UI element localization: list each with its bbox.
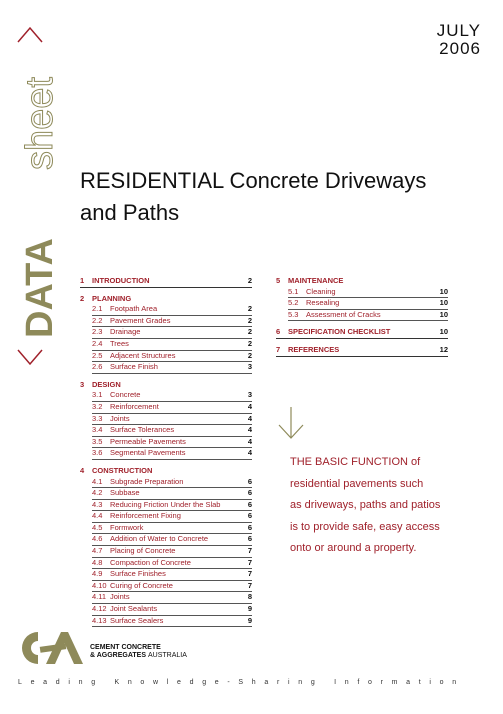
- toc-item[interactable]: [288, 287, 448, 299]
- toc-item-title: [288, 287, 336, 298]
- toc-item-title: [92, 448, 185, 459]
- toc-item-number: 3.4: [92, 425, 103, 435]
- toc-page-number: 6: [247, 488, 252, 498]
- toc-page-number: 2: [247, 350, 252, 360]
- toc-item-number: 4.5: [92, 522, 103, 532]
- toc-item[interactable]: [92, 316, 252, 328]
- toc-page-number: 9: [247, 615, 252, 625]
- toc-item-title: [92, 351, 175, 362]
- toc-item-title: [92, 616, 163, 627]
- toc-section-title: [80, 380, 121, 391]
- toc-item-title: [92, 581, 173, 592]
- toc-item-number: 4.2: [92, 488, 103, 498]
- toc-item-label: Surface Tolerances: [110, 425, 175, 435]
- toc-item-title: [92, 390, 140, 401]
- toc-item[interactable]: [92, 534, 252, 546]
- toc-page-number: 10: [439, 298, 448, 308]
- toc-item-label: Reducing Friction Under the Slab: [110, 499, 221, 509]
- toc-item-label: Adjacent Structures: [110, 350, 176, 360]
- toc-item[interactable]: [92, 558, 252, 570]
- toc-item[interactable]: [92, 592, 252, 604]
- toc-page-number: 6: [247, 476, 252, 486]
- toc-section-number: 1: [80, 276, 85, 285]
- toc-page-number: 2: [247, 315, 252, 325]
- toc-page-number: 6: [247, 534, 252, 544]
- toc-page-number: 4: [247, 425, 252, 435]
- toc-page-number: 6: [247, 511, 252, 521]
- issue-date: [437, 22, 481, 58]
- toc-item[interactable]: [92, 414, 252, 426]
- logo-line-2: & AGGREGATES: [90, 652, 147, 659]
- toc-item[interactable]: [92, 616, 252, 628]
- toc-page-number: 6: [247, 499, 252, 509]
- toc-item-number: 2.3: [92, 327, 103, 337]
- toc-item-label: Pavement Grades: [110, 315, 171, 325]
- logo-line-1: CEMENT CONCRETE: [90, 644, 161, 651]
- toc-item-title: [92, 488, 140, 499]
- cca-logo-icon: [16, 628, 86, 668]
- logo-line-3: AUSTRALIA: [147, 652, 187, 659]
- toc-page-number: 7: [247, 546, 252, 556]
- toc-item-title: [92, 437, 186, 448]
- toc-item[interactable]: [92, 437, 252, 449]
- toc-item-title: [92, 304, 157, 315]
- quote-line: THE BASIC FUNCTION of: [290, 456, 421, 468]
- toc-page-number: 4: [247, 448, 252, 458]
- quote-line: residential pavements such: [290, 477, 424, 490]
- quote-line: as driveways, paths and patios: [290, 499, 441, 511]
- toc-item-title: [92, 604, 157, 615]
- footer-tagline: Leading Knowledge-Sharing Information: [18, 679, 465, 686]
- toc-item[interactable]: [92, 488, 252, 500]
- logo-wordmark: [90, 644, 187, 660]
- toc-page-number: 2: [247, 304, 252, 314]
- toc-item-label: Placing of Concrete: [110, 546, 176, 556]
- toc-item[interactable]: [92, 523, 252, 535]
- toc-item-number: 5.1: [288, 286, 299, 296]
- toc-page-number: 4: [247, 436, 252, 446]
- toc-section-title: [80, 276, 150, 287]
- toc-section-title: [276, 345, 339, 356]
- toc-item-number: 5.2: [288, 298, 299, 308]
- toc-item-number: 2.2: [92, 315, 103, 325]
- quote-line: is to provide safe, easy access: [290, 520, 440, 533]
- toc-item[interactable]: [92, 511, 252, 523]
- toc-item-label: Joints: [110, 592, 130, 602]
- toc-section-label: REFERENCES: [288, 344, 340, 354]
- toc-section-label: PLANNING: [92, 293, 132, 303]
- toc-section[interactable]: [276, 327, 448, 339]
- toc-item-number: 4.8: [92, 557, 103, 567]
- toc-item[interactable]: [92, 362, 252, 374]
- toc-page-number: 4: [247, 413, 252, 423]
- toc-page-number: 3: [247, 362, 252, 372]
- toc-page-number: 10: [439, 309, 448, 319]
- toc-item-label: Reinforcement: [110, 401, 159, 411]
- toc-item[interactable]: [92, 304, 252, 316]
- toc-item-label: Resealing: [306, 298, 340, 308]
- toc-section[interactable]: [276, 345, 448, 357]
- toc-item-label: Footpath Area: [110, 304, 158, 314]
- toc-item-title: [92, 327, 140, 338]
- toc-section-label: CONSTRUCTION: [92, 465, 153, 475]
- toc-item-number: 3.1: [92, 390, 103, 400]
- toc-section-title: [276, 327, 390, 338]
- toc-item-label: Subgrade Preparation: [110, 476, 184, 486]
- toc-item-number: 3.2: [92, 401, 103, 411]
- toc-section-label: SPECIFICATION CHECKLIST: [288, 327, 391, 337]
- toc-item-label: Permeable Pavements: [110, 436, 186, 446]
- toc-section-label: INTRODUCTION: [92, 276, 150, 285]
- toc-item-label: Surface Finishes: [110, 569, 166, 579]
- toc-section[interactable]: [80, 294, 252, 305]
- toc-item-label: Addition of Water to Concrete: [110, 534, 209, 544]
- toc-page-number: 2: [247, 338, 252, 348]
- toc-item-number: 2.1: [92, 304, 103, 314]
- toc-item-number: 4.13: [92, 615, 107, 625]
- toc-item-number: 4.12: [92, 604, 107, 614]
- toc-item-number: 4.11: [92, 592, 107, 602]
- toc-item[interactable]: [92, 581, 252, 593]
- toc-item-label: Surface Finish: [110, 362, 158, 372]
- toc-item-number: 4.9: [92, 569, 103, 579]
- toc-item-number: 4.4: [92, 511, 103, 521]
- toc-section-number: 4: [80, 465, 85, 475]
- toc-section-number: 5: [276, 276, 281, 285]
- toc-item[interactable]: [92, 604, 252, 616]
- toc-item-label: Concrete: [110, 390, 141, 400]
- toc-page-number: 3: [247, 390, 252, 400]
- toc-item-label: Surface Sealers: [110, 615, 164, 625]
- toc-page-number: 7: [247, 557, 252, 567]
- toc-item-number: 3.5: [92, 436, 103, 446]
- toc-item-title: [92, 402, 159, 413]
- issue-year: 2006: [439, 39, 481, 58]
- toc-item-label: Cleaning: [306, 286, 336, 296]
- toc-item-number: 5.3: [288, 309, 299, 319]
- toc-item-number: 4.10: [92, 580, 107, 590]
- toc-item-number: 4.1: [92, 476, 103, 486]
- toc-section-title: [80, 294, 131, 305]
- toc-item-title: [92, 425, 174, 436]
- toc-item[interactable]: [92, 546, 252, 558]
- toc-item[interactable]: [92, 339, 252, 351]
- toc-item-title: [92, 339, 129, 350]
- toc-item-number: 4.3: [92, 499, 103, 509]
- toc-item-label: Joint Sealants: [110, 604, 158, 614]
- toc-item-title: [288, 310, 381, 321]
- title-line-1: RESIDENTIAL Concrete Driveways: [80, 168, 427, 193]
- toc-item-label: Segmental Pavements: [110, 448, 186, 458]
- datasheet-spine-logo: [0, 0, 80, 380]
- toc-item-label: Compaction of Concrete: [110, 557, 191, 567]
- toc-item-number: 3.3: [92, 413, 103, 423]
- toc-section-number: 7: [276, 344, 281, 354]
- toc-right-column: [276, 270, 448, 357]
- toc-item[interactable]: [92, 390, 252, 402]
- toc-section-label: DESIGN: [92, 379, 121, 389]
- bracket-bottom-icon: [18, 350, 42, 364]
- page-title: [80, 165, 480, 229]
- toc-item[interactable]: [92, 477, 252, 489]
- toc-page-number: 10: [439, 327, 448, 337]
- toc-page-number: 4: [247, 401, 252, 411]
- toc-page-number: 12: [439, 344, 448, 354]
- toc-section-number: 3: [80, 379, 85, 389]
- toc-item[interactable]: [92, 425, 252, 437]
- title-line-2: and Paths: [80, 200, 180, 225]
- spine-sheet-text: sheet: [19, 77, 61, 170]
- toc-item-label: Curing of Concrete: [110, 580, 173, 590]
- toc-item-label: Subbase: [110, 488, 140, 498]
- intro-quote: [290, 452, 470, 560]
- toc-section-label: MAINTENANCE: [288, 276, 344, 285]
- toc-item[interactable]: [92, 569, 252, 581]
- toc-item-title: [92, 569, 166, 580]
- toc-item-title: [92, 511, 181, 522]
- toc-item-number: 4.7: [92, 546, 103, 556]
- toc-section-number: 6: [276, 327, 281, 337]
- toc-item-title: [92, 316, 170, 327]
- spine-data-text: DATA: [19, 238, 61, 338]
- issue-month: JULY: [436, 21, 481, 40]
- toc-item[interactable]: [92, 500, 252, 512]
- toc-section[interactable]: [276, 276, 448, 287]
- toc-page-number: 7: [247, 569, 252, 579]
- toc-page-number: 9: [247, 604, 252, 614]
- toc-item[interactable]: [92, 448, 252, 460]
- toc-item-label: Trees: [110, 338, 129, 348]
- toc-item-title: [92, 362, 158, 373]
- down-arrow-icon: [276, 405, 306, 441]
- toc-item[interactable]: [92, 402, 252, 414]
- toc-section[interactable]: [80, 466, 252, 477]
- toc-section-title: [80, 466, 152, 477]
- toc-item-title: [92, 546, 175, 557]
- toc-item[interactable]: [92, 351, 252, 363]
- toc-section-number: 2: [80, 293, 85, 303]
- toc-item-number: 2.6: [92, 362, 103, 372]
- toc-item-number: 4.6: [92, 534, 103, 544]
- toc-page-number: 2: [247, 276, 252, 285]
- toc-item-title: [92, 592, 130, 603]
- toc-page-number: 2: [247, 327, 252, 337]
- toc-item-label: Drainage: [110, 327, 141, 337]
- toc-item-title: [92, 534, 208, 545]
- toc-item-label: Formwork: [110, 522, 144, 532]
- toc-item-title: [288, 298, 339, 309]
- toc-item[interactable]: [92, 327, 252, 339]
- toc-item-number: 2.5: [92, 350, 103, 360]
- toc-item[interactable]: [288, 298, 448, 310]
- toc-page-number: 6: [247, 522, 252, 532]
- toc-left-column: [80, 270, 252, 627]
- toc-item-number: 2.4: [92, 338, 103, 348]
- toc-section[interactable]: [80, 276, 252, 288]
- quote-line: onto or around a property.: [290, 542, 417, 554]
- toc-item-label: Reinforcement Fixing: [110, 511, 181, 521]
- toc-item-number: 3.6: [92, 448, 103, 458]
- toc-item[interactable]: [288, 310, 448, 322]
- toc-item-title: [92, 523, 143, 534]
- toc-page-number: 7: [247, 580, 252, 590]
- toc-section-title: [276, 276, 343, 287]
- toc-item-label: Assessment of Cracks: [306, 309, 381, 319]
- toc-item-label: Joints: [110, 413, 130, 423]
- toc-page-number: 8: [247, 592, 252, 602]
- bracket-top-icon: [18, 28, 42, 42]
- toc-item-title: [92, 558, 191, 569]
- toc-section[interactable]: [80, 380, 252, 391]
- toc-page-number: 10: [439, 286, 448, 296]
- toc-item-title: [92, 477, 183, 488]
- toc-item-title: [92, 500, 220, 511]
- toc-item-title: [92, 414, 130, 425]
